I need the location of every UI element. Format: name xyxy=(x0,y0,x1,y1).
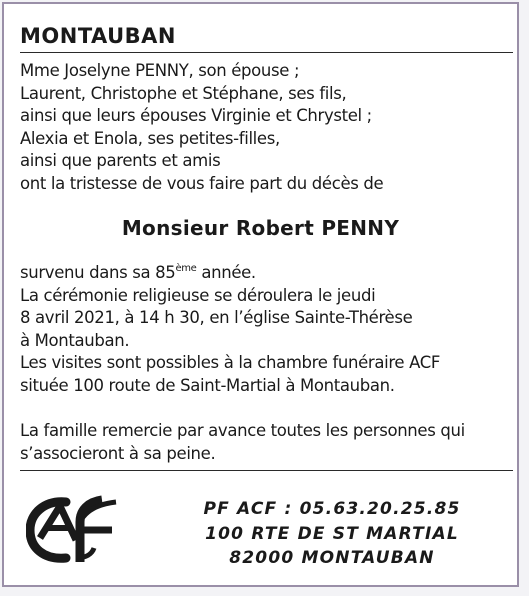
detail-line: La cérémonie religieuse se déroulera le jeudi xyxy=(20,285,376,305)
thanks-line: La famille remercie par avance toutes les personnes qui xyxy=(20,421,465,440)
age-prefix: survenu dans sa 85 xyxy=(20,263,176,282)
bottom-divider xyxy=(20,470,513,471)
family-line: ont la tristesse de vous faire part du décès de xyxy=(20,173,384,193)
detail-line: située 100 route de Saint-Martial à Montauban. xyxy=(20,375,395,395)
age-line xyxy=(20,262,516,285)
acf-logo-icon xyxy=(26,492,144,566)
age-superscript: ème xyxy=(175,262,197,274)
notice-city-heading: MONTAUBAN xyxy=(20,24,177,48)
family-line: Laurent, Christophe et Stéphane, ses fils, xyxy=(20,83,347,103)
deceased-name: Monsieur Robert PENNY xyxy=(121,216,400,240)
funeral-home-phone: PF ACF : 05.63.20.25.85 xyxy=(203,499,461,519)
funeral-home-contact xyxy=(182,497,482,571)
thanks-line: s’associeront à sa peine. xyxy=(20,443,216,463)
family-thanks xyxy=(20,420,516,465)
detail-line: 8 avril 2021, à 14 h 30, en l’église Sainte-Thérèse xyxy=(20,308,413,328)
top-divider xyxy=(20,52,513,53)
family-announcement xyxy=(20,60,516,196)
family-line: ainsi que leurs épouses Virginie et Chrystel ; xyxy=(20,106,372,126)
funeral-home-city: 82000 MONTAUBAN xyxy=(229,548,435,568)
detail-line: Les visites sont possibles à la chambre funéraire ACF xyxy=(20,353,441,373)
obituary-notice xyxy=(2,2,519,587)
family-line: ainsi que parents et amis xyxy=(20,151,221,171)
family-line: Mme Joselyne PENNY, son épouse ; xyxy=(20,61,300,80)
funeral-home-address: 100 RTE DE ST MARTIAL xyxy=(205,523,459,544)
age-suffix: année. xyxy=(196,263,256,282)
family-line: Alexia et Enola, ses petites-filles, xyxy=(20,128,280,148)
ceremony-details xyxy=(20,262,516,398)
detail-line: à Montauban. xyxy=(20,330,130,350)
